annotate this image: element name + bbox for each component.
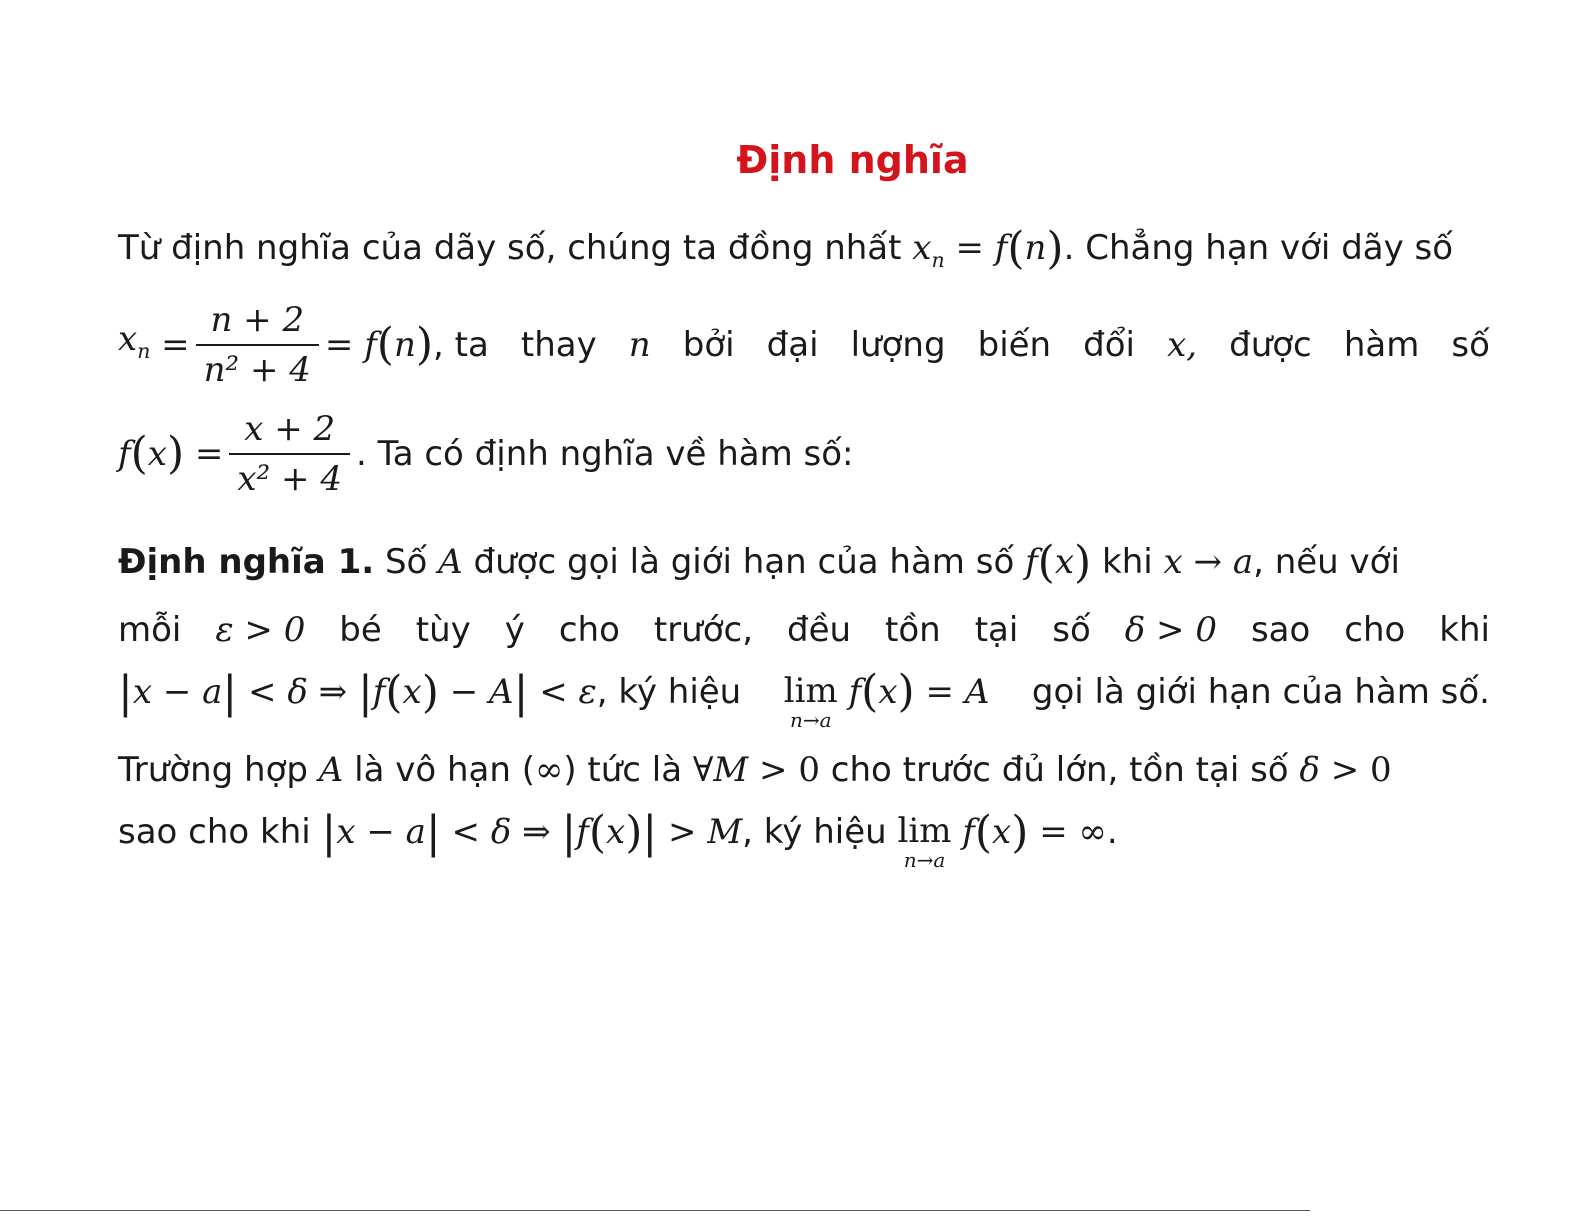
definition-line-1: Định nghĩa 1. Số A được gọi là giới hạn của hàm số f(x) khi x → a, nếu với bbox=[118, 537, 1400, 588]
word: ý bbox=[504, 610, 525, 650]
paragraph-line-2 bbox=[118, 300, 1490, 390]
lim-operator: lim n→a bbox=[783, 671, 838, 732]
lim-operator: lim n→a bbox=[897, 811, 952, 872]
text-segment: , ký hiệu bbox=[742, 812, 887, 852]
text-segment: . bbox=[1106, 812, 1118, 852]
word: thay bbox=[520, 325, 597, 365]
formula-xn-fn: $x_n = f(n)$ bbox=[912, 223, 1064, 274]
bottom-divider bbox=[0, 1210, 1310, 1211]
word: số bbox=[1451, 325, 1490, 365]
text-segment: , nếu với bbox=[1253, 542, 1400, 582]
text-segment: sao cho khi bbox=[118, 812, 311, 852]
text-segment: cho trước đủ lớn, tồn tại số bbox=[830, 750, 1289, 790]
denominator: n² + 4 bbox=[196, 344, 319, 390]
numerator: x + 2 bbox=[244, 409, 336, 449]
definition-line-4: Trường hợp A là vô hạn (∞) tức là ∀M > 0 cho trước đủ lớn, tồn tại số δ > 0 bbox=[118, 750, 1392, 790]
math-expr: δ > 0 bbox=[1124, 610, 1217, 650]
word: hàm bbox=[1343, 325, 1420, 365]
fraction bbox=[229, 409, 350, 499]
numerator: n + 2 bbox=[210, 300, 305, 340]
word: khi bbox=[1439, 610, 1490, 650]
word: đổi bbox=[1083, 325, 1136, 365]
word: đều bbox=[787, 610, 852, 650]
word: mỗi bbox=[118, 610, 182, 650]
word: cho bbox=[1344, 610, 1406, 650]
word: bé bbox=[339, 610, 382, 650]
paragraph-line-1 bbox=[118, 223, 1490, 280]
text bbox=[118, 223, 1454, 280]
formula-xn-fraction: $x_n$ = $\frac{n + 2}{\text{n² + 4}}$ = f ( n ) , ta bbox=[118, 300, 489, 390]
text-segment: Trường hợp bbox=[118, 750, 308, 790]
definition-line-3 bbox=[118, 666, 1490, 732]
word: tại bbox=[974, 610, 1019, 650]
word: số bbox=[1052, 610, 1091, 650]
word: biến bbox=[977, 325, 1052, 365]
math-expr: ε > 0 bbox=[215, 610, 306, 650]
definition-line-5: sao cho khi |x − a| < δ ⇒ |f(x)| > M, ký hiệu lim n→a f(x) = ∞. bbox=[118, 807, 1118, 872]
word: tồn bbox=[885, 610, 941, 650]
word: lượng bbox=[850, 325, 946, 365]
definition-label: Định nghĩa 1. bbox=[118, 542, 375, 582]
definition-line-2 bbox=[118, 610, 1490, 650]
text-segment: khi bbox=[1102, 542, 1153, 582]
formula-epsilon-delta: |x − a| < δ ⇒ |f(x) − A| < ε, ký hiệu bbox=[118, 667, 742, 718]
word: sao bbox=[1250, 610, 1311, 650]
text-segment: được gọi là giới hạn của hàm số bbox=[473, 542, 1015, 582]
text-segment: là vô hạn ( bbox=[354, 750, 535, 790]
math-var: x, bbox=[1167, 325, 1198, 365]
text-segment: Số bbox=[384, 542, 428, 582]
word: bởi bbox=[682, 325, 735, 365]
fraction bbox=[196, 300, 319, 390]
text-segment: gọi là giới hạn của hàm số. bbox=[1031, 672, 1490, 712]
text-segment: Từ định nghĩa của dãy số, chúng ta đồng nhất bbox=[118, 228, 902, 268]
text-segment: ) tức là bbox=[563, 750, 683, 790]
paragraph-line-3: f ( x ) = $\frac{x + 2}{\text{x² + 4}}$ . Ta có định nghĩa về hàm số: bbox=[118, 409, 854, 499]
word: trước, bbox=[653, 610, 754, 650]
word: tùy bbox=[415, 610, 471, 650]
math-var: n bbox=[628, 325, 651, 365]
text-segment: . Chẳng hạn với dãy số bbox=[1063, 228, 1454, 268]
text-segment: . Ta có định nghĩa về hàm số: bbox=[355, 434, 854, 474]
word: cho bbox=[558, 610, 620, 650]
text-segment: , ta bbox=[433, 325, 489, 365]
word: đại bbox=[766, 325, 819, 365]
word: được bbox=[1229, 325, 1312, 365]
denominator: x² + 4 bbox=[229, 453, 350, 499]
page-title: Định nghĩa bbox=[736, 138, 969, 182]
formula-lim: lim n→a f ( x ) = A bbox=[783, 666, 990, 732]
text-segment: , ký hiệu bbox=[596, 672, 742, 712]
